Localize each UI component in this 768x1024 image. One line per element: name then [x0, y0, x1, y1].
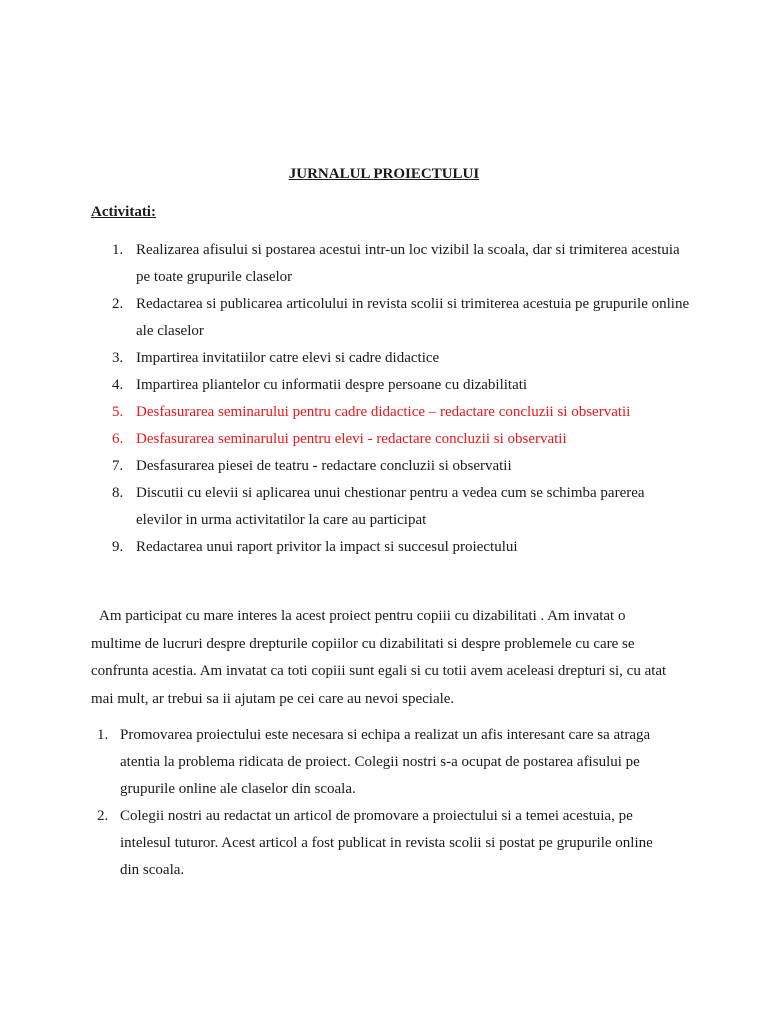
- note-item: [91, 722, 669, 803]
- reflection-paragraph: Am participat cu mare interes la acest proiect pentru copiii cu dizabilitati . Am invatat o multime de lucruri despre drepturile copiilor cu dizabilitati si despre problemele cu care se confrunta acestia. Am invatat ca toti copiii sunt egali si cu totii avem aceleasi drepturi si, cu atat mai mult, ar trebui sa ii ajutam pe cei care au nevoi speciale.: [91, 608, 667, 707]
- activity-text: Realizarea afisului si postarea acestui intr-un loc vizibil la scoala, dar si trimiterea acestuia pe toate grupurile claselor: [136, 242, 680, 285]
- activities-heading: Activitati:: [91, 204, 156, 220]
- activity-item: [91, 534, 691, 561]
- activity-text: Impartirea invitatiilor catre elevi si cadre didactice: [136, 350, 440, 366]
- activity-text: Redactarea si publicarea articolului in revista scolii si trimiterea acestuia pe grupurile online ale claselor: [136, 296, 690, 339]
- note-item: [91, 803, 669, 884]
- activity-number: 6.: [112, 431, 124, 447]
- activity-text: Desfasurarea piesei de teatru - redactare concluzii si observatii: [136, 458, 512, 474]
- activity-number: 1.: [112, 242, 124, 258]
- activity-text: Redactarea unui raport privitor la impact si succesul proiectului: [136, 539, 518, 555]
- activity-number: 8.: [112, 485, 124, 501]
- activity-text: Desfasurarea seminarului pentru cadre didactice – redactare concluzii si observatii: [136, 404, 631, 420]
- note-text: Promovarea proiectului este necesara si echipa a realizat un afis interesant care sa atraga atentia la problema ridicata de proiect. Colegii nostri s-a ocupat de postarea afisului pe grupurile online ale claselor din scoala.: [120, 727, 651, 797]
- activity-number: 7.: [112, 458, 124, 474]
- activities-list: [91, 237, 691, 561]
- activity-item: [91, 480, 691, 534]
- activity-item-highlighted: [91, 399, 691, 426]
- activity-number: 3.: [112, 350, 124, 366]
- activity-text: Impartirea pliantelor cu informatii despre persoane cu dizabilitati: [136, 377, 528, 393]
- activity-item: [91, 453, 691, 480]
- activity-item: [91, 237, 691, 291]
- activity-item: [91, 372, 691, 399]
- activity-number: 5.: [112, 404, 124, 420]
- note-text: Colegii nostri au redactat un articol de promovare a proiectului si a temei acestuia, pe intelesul tuturor. Acest articol a fost publicat in revista scolii si postat pe grupurile online din scoala.: [120, 808, 653, 878]
- note-number: 1.: [97, 727, 109, 743]
- note-number: 2.: [97, 808, 109, 824]
- activity-item: [91, 291, 691, 345]
- page-title: JURNALUL PROIECTULUI: [288, 166, 480, 182]
- activity-item-highlighted: [91, 426, 691, 453]
- activity-text: Desfasurarea seminarului pentru elevi - redactare concluzii si observatii: [136, 431, 567, 447]
- notes-list: [91, 722, 669, 884]
- activity-number: 4.: [112, 377, 124, 393]
- activity-text: Discutii cu elevii si aplicarea unui chestionar pentru a vedea cum se schimba parerea elevilor in urma activitatilor la care au participat: [136, 485, 645, 528]
- activity-number: 9.: [112, 539, 124, 555]
- activity-number: 2.: [112, 296, 124, 312]
- activity-item: [91, 345, 691, 372]
